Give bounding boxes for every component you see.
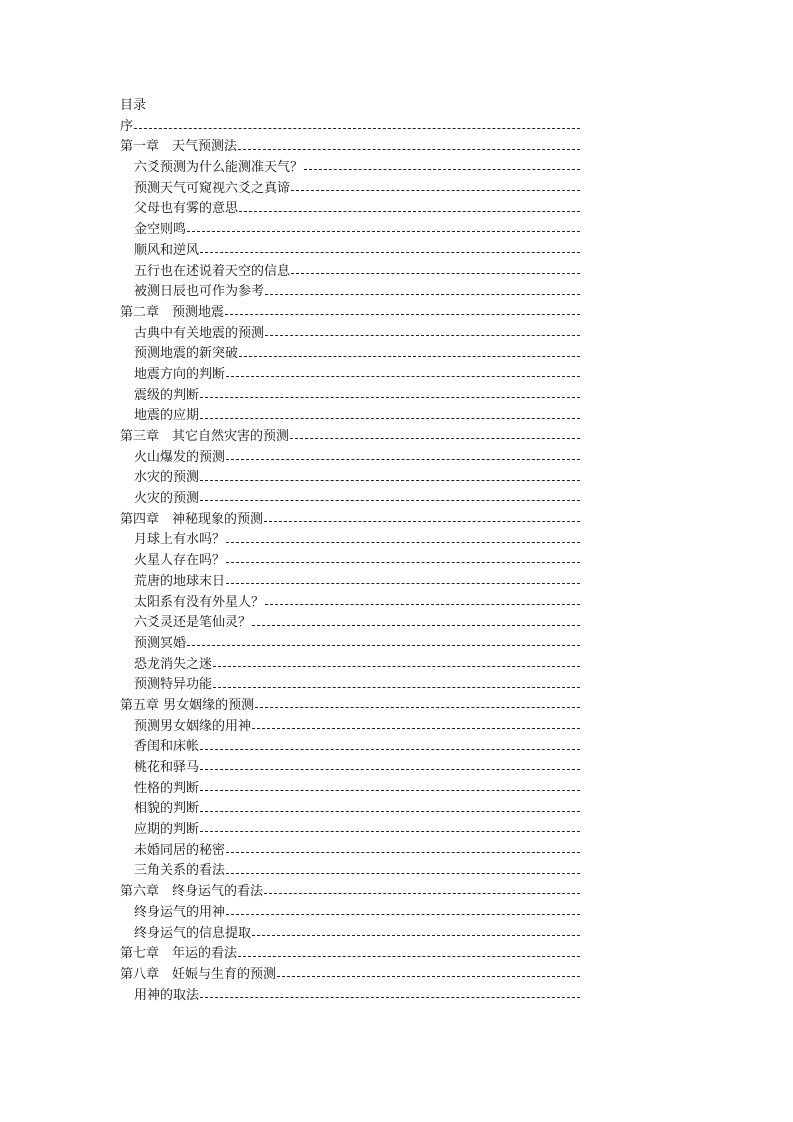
toc-entry-label: 性格的判断 bbox=[134, 780, 200, 796]
toc-chapter[interactable] bbox=[120, 137, 580, 158]
toc-entry-label: 第七章 年运的看法 bbox=[120, 946, 238, 962]
dot-leader bbox=[252, 727, 580, 729]
toc-entry-label: 第一章 天气预测法 bbox=[120, 139, 238, 155]
dot-leader bbox=[226, 582, 580, 584]
dot-leader bbox=[200, 996, 580, 998]
toc-chapter[interactable] bbox=[120, 510, 580, 531]
toc-entry-label: 预测冥婚 bbox=[134, 635, 187, 651]
toc-entry-label: 第二章 预测地震 bbox=[120, 304, 225, 320]
toc-entry-label: 金空则鸣 bbox=[134, 222, 187, 238]
toc-section[interactable] bbox=[120, 799, 580, 820]
toc-section[interactable] bbox=[120, 675, 580, 696]
toc-section[interactable] bbox=[120, 220, 580, 241]
toc-section[interactable] bbox=[120, 468, 580, 489]
dot-leader bbox=[238, 148, 580, 150]
toc-section[interactable] bbox=[120, 758, 580, 779]
table-of-contents bbox=[120, 96, 580, 1006]
dot-leader bbox=[252, 624, 580, 626]
toc-entry-label: 香闺和床帐 bbox=[134, 739, 200, 755]
dot-leader bbox=[239, 355, 580, 357]
dot-leader bbox=[134, 127, 580, 129]
toc-entry-label: 三角关系的看法 bbox=[134, 863, 226, 879]
dot-leader bbox=[187, 230, 580, 232]
toc-list bbox=[120, 117, 580, 1007]
dot-leader bbox=[291, 189, 580, 191]
toc-section[interactable] bbox=[120, 924, 580, 945]
toc-chapter[interactable] bbox=[120, 944, 580, 965]
dot-leader bbox=[213, 665, 580, 667]
toc-section[interactable] bbox=[120, 613, 580, 634]
dot-leader bbox=[200, 768, 580, 770]
toc-entry-label: 太阳系有没有外星人？ bbox=[134, 594, 265, 610]
toc-section[interactable] bbox=[120, 655, 580, 676]
toc-section[interactable] bbox=[120, 386, 580, 407]
toc-entry-label: 终身运气的信息提取 bbox=[134, 925, 252, 941]
toc-chapter[interactable] bbox=[120, 965, 580, 986]
toc-entry-label: 顺风和逆风 bbox=[134, 242, 200, 258]
dot-leader bbox=[200, 810, 580, 812]
toc-section[interactable] bbox=[120, 448, 580, 469]
toc-entry-label: 五行也在述说着天空的信息 bbox=[134, 263, 291, 279]
dot-leader bbox=[200, 748, 580, 750]
toc-section[interactable] bbox=[120, 365, 580, 386]
dot-leader bbox=[226, 851, 580, 853]
toc-entry-label: 桃花和驿马 bbox=[134, 760, 200, 775]
toc-entry-label: 水灾的预测 bbox=[134, 470, 200, 486]
toc-entry-label: 序 bbox=[120, 118, 134, 134]
dot-leader bbox=[255, 706, 580, 708]
toc-entry-label: 月球上有水吗？ bbox=[134, 532, 226, 548]
dot-leader bbox=[304, 168, 580, 170]
toc-section[interactable] bbox=[120, 179, 580, 200]
toc-section[interactable] bbox=[120, 737, 580, 758]
toc-section[interactable] bbox=[120, 489, 580, 510]
toc-section[interactable] bbox=[120, 282, 580, 303]
toc-entry-label: 荒唐的地球末日 bbox=[134, 573, 226, 589]
toc-entry-label: 用神的取法 bbox=[134, 987, 200, 1003]
toc-entry-label: 六爻预测为什么能测准天气？ bbox=[134, 160, 304, 176]
toc-section[interactable] bbox=[120, 593, 580, 614]
toc-section[interactable] bbox=[120, 324, 580, 345]
toc-entry-label: 火星人存在吗？ bbox=[134, 553, 226, 569]
toc-entry-label: 六爻灵还是笔仙灵？ bbox=[134, 615, 252, 631]
dot-leader bbox=[226, 872, 580, 874]
dot-leader bbox=[200, 396, 580, 398]
dot-leader bbox=[200, 830, 580, 832]
dot-leader bbox=[200, 479, 580, 481]
toc-section[interactable] bbox=[120, 158, 580, 179]
dot-leader bbox=[290, 437, 580, 439]
toc-chapter[interactable] bbox=[120, 427, 580, 448]
dot-leader bbox=[265, 293, 580, 295]
toc-entry-label: 第六章 终身运气的看法 bbox=[120, 884, 264, 900]
toc-entry-label: 终身运气的用神 bbox=[134, 904, 226, 920]
toc-entry-label: 第五章 男女姻缘的预测 bbox=[120, 697, 255, 713]
toc-entry-label: 未婚同居的秘密 bbox=[134, 842, 226, 858]
toc-section[interactable] bbox=[120, 406, 580, 427]
toc-entry-label: 第三章 其它自然灾害的预测 bbox=[120, 429, 290, 444]
toc-section[interactable] bbox=[120, 779, 580, 800]
toc-section[interactable] bbox=[120, 530, 580, 551]
toc-chapter[interactable] bbox=[120, 117, 580, 138]
toc-entry-label: 应期的判断 bbox=[134, 822, 200, 838]
dot-leader bbox=[265, 334, 580, 336]
toc-section[interactable] bbox=[120, 986, 580, 1007]
dot-leader bbox=[187, 644, 580, 646]
dot-leader bbox=[225, 313, 580, 315]
dot-leader bbox=[264, 892, 580, 894]
dot-leader bbox=[252, 934, 580, 936]
dot-leader bbox=[200, 499, 580, 501]
toc-entry-label: 第八章 妊娠与生育的预测 bbox=[120, 966, 277, 982]
dot-leader bbox=[265, 603, 580, 605]
dot-leader bbox=[226, 375, 580, 377]
toc-section[interactable] bbox=[120, 861, 580, 882]
dot-leader bbox=[291, 272, 580, 274]
dot-leader bbox=[226, 561, 580, 563]
dot-leader bbox=[213, 686, 580, 688]
toc-title: 目录 bbox=[120, 98, 147, 113]
toc-section[interactable] bbox=[120, 344, 580, 365]
toc-entry-label: 预测天气可窥视六爻之真谛 bbox=[134, 180, 291, 196]
toc-chapter[interactable] bbox=[120, 882, 580, 903]
toc-entry-label: 地震的应期 bbox=[134, 408, 200, 424]
dot-leader bbox=[226, 458, 580, 460]
toc-entry-label: 第四章 神秘现象的预测 bbox=[120, 511, 264, 527]
dot-leader bbox=[226, 541, 580, 543]
toc-section[interactable] bbox=[120, 199, 580, 220]
dot-leader bbox=[226, 913, 580, 915]
dot-leader bbox=[238, 955, 580, 957]
toc-section[interactable] bbox=[120, 820, 580, 841]
toc-entry-label: 恐龙消失之迷 bbox=[134, 656, 213, 672]
toc-chapter[interactable] bbox=[120, 303, 580, 324]
toc-entry-label: 父母也有雾的意思 bbox=[134, 201, 239, 217]
dot-leader bbox=[200, 789, 580, 791]
toc-entry-label: 震级的判断 bbox=[134, 387, 200, 403]
toc-section[interactable] bbox=[120, 551, 580, 572]
toc-entry-label: 被测日辰也可作为参考 bbox=[134, 284, 265, 300]
toc-entry-label: 预测男女姻缘的用神 bbox=[134, 718, 252, 734]
toc-entry-label: 相貌的判断 bbox=[134, 801, 200, 817]
toc-entry-label: 古典中有关地震的预测 bbox=[134, 325, 265, 341]
toc-section[interactable] bbox=[120, 717, 580, 738]
toc-entry-label: 预测地震的新突破 bbox=[134, 346, 239, 362]
toc-section[interactable] bbox=[120, 572, 580, 593]
toc-entry-label: 预测特异功能 bbox=[134, 677, 213, 693]
dot-leader bbox=[239, 210, 580, 212]
toc-chapter[interactable] bbox=[120, 696, 580, 717]
dot-leader bbox=[264, 520, 580, 522]
dot-leader bbox=[200, 251, 580, 253]
toc-entry-label: 地震方向的判断 bbox=[134, 366, 226, 382]
toc-section[interactable] bbox=[120, 241, 580, 262]
toc-section[interactable] bbox=[120, 634, 580, 655]
toc-section[interactable] bbox=[120, 262, 580, 283]
dot-leader bbox=[277, 975, 580, 977]
toc-entry-label: 火灾的预测 bbox=[134, 491, 200, 507]
toc-section[interactable] bbox=[120, 903, 580, 924]
toc-entry-label: 火山爆发的预测 bbox=[134, 449, 226, 465]
dot-leader bbox=[200, 417, 580, 419]
toc-section[interactable] bbox=[120, 841, 580, 862]
